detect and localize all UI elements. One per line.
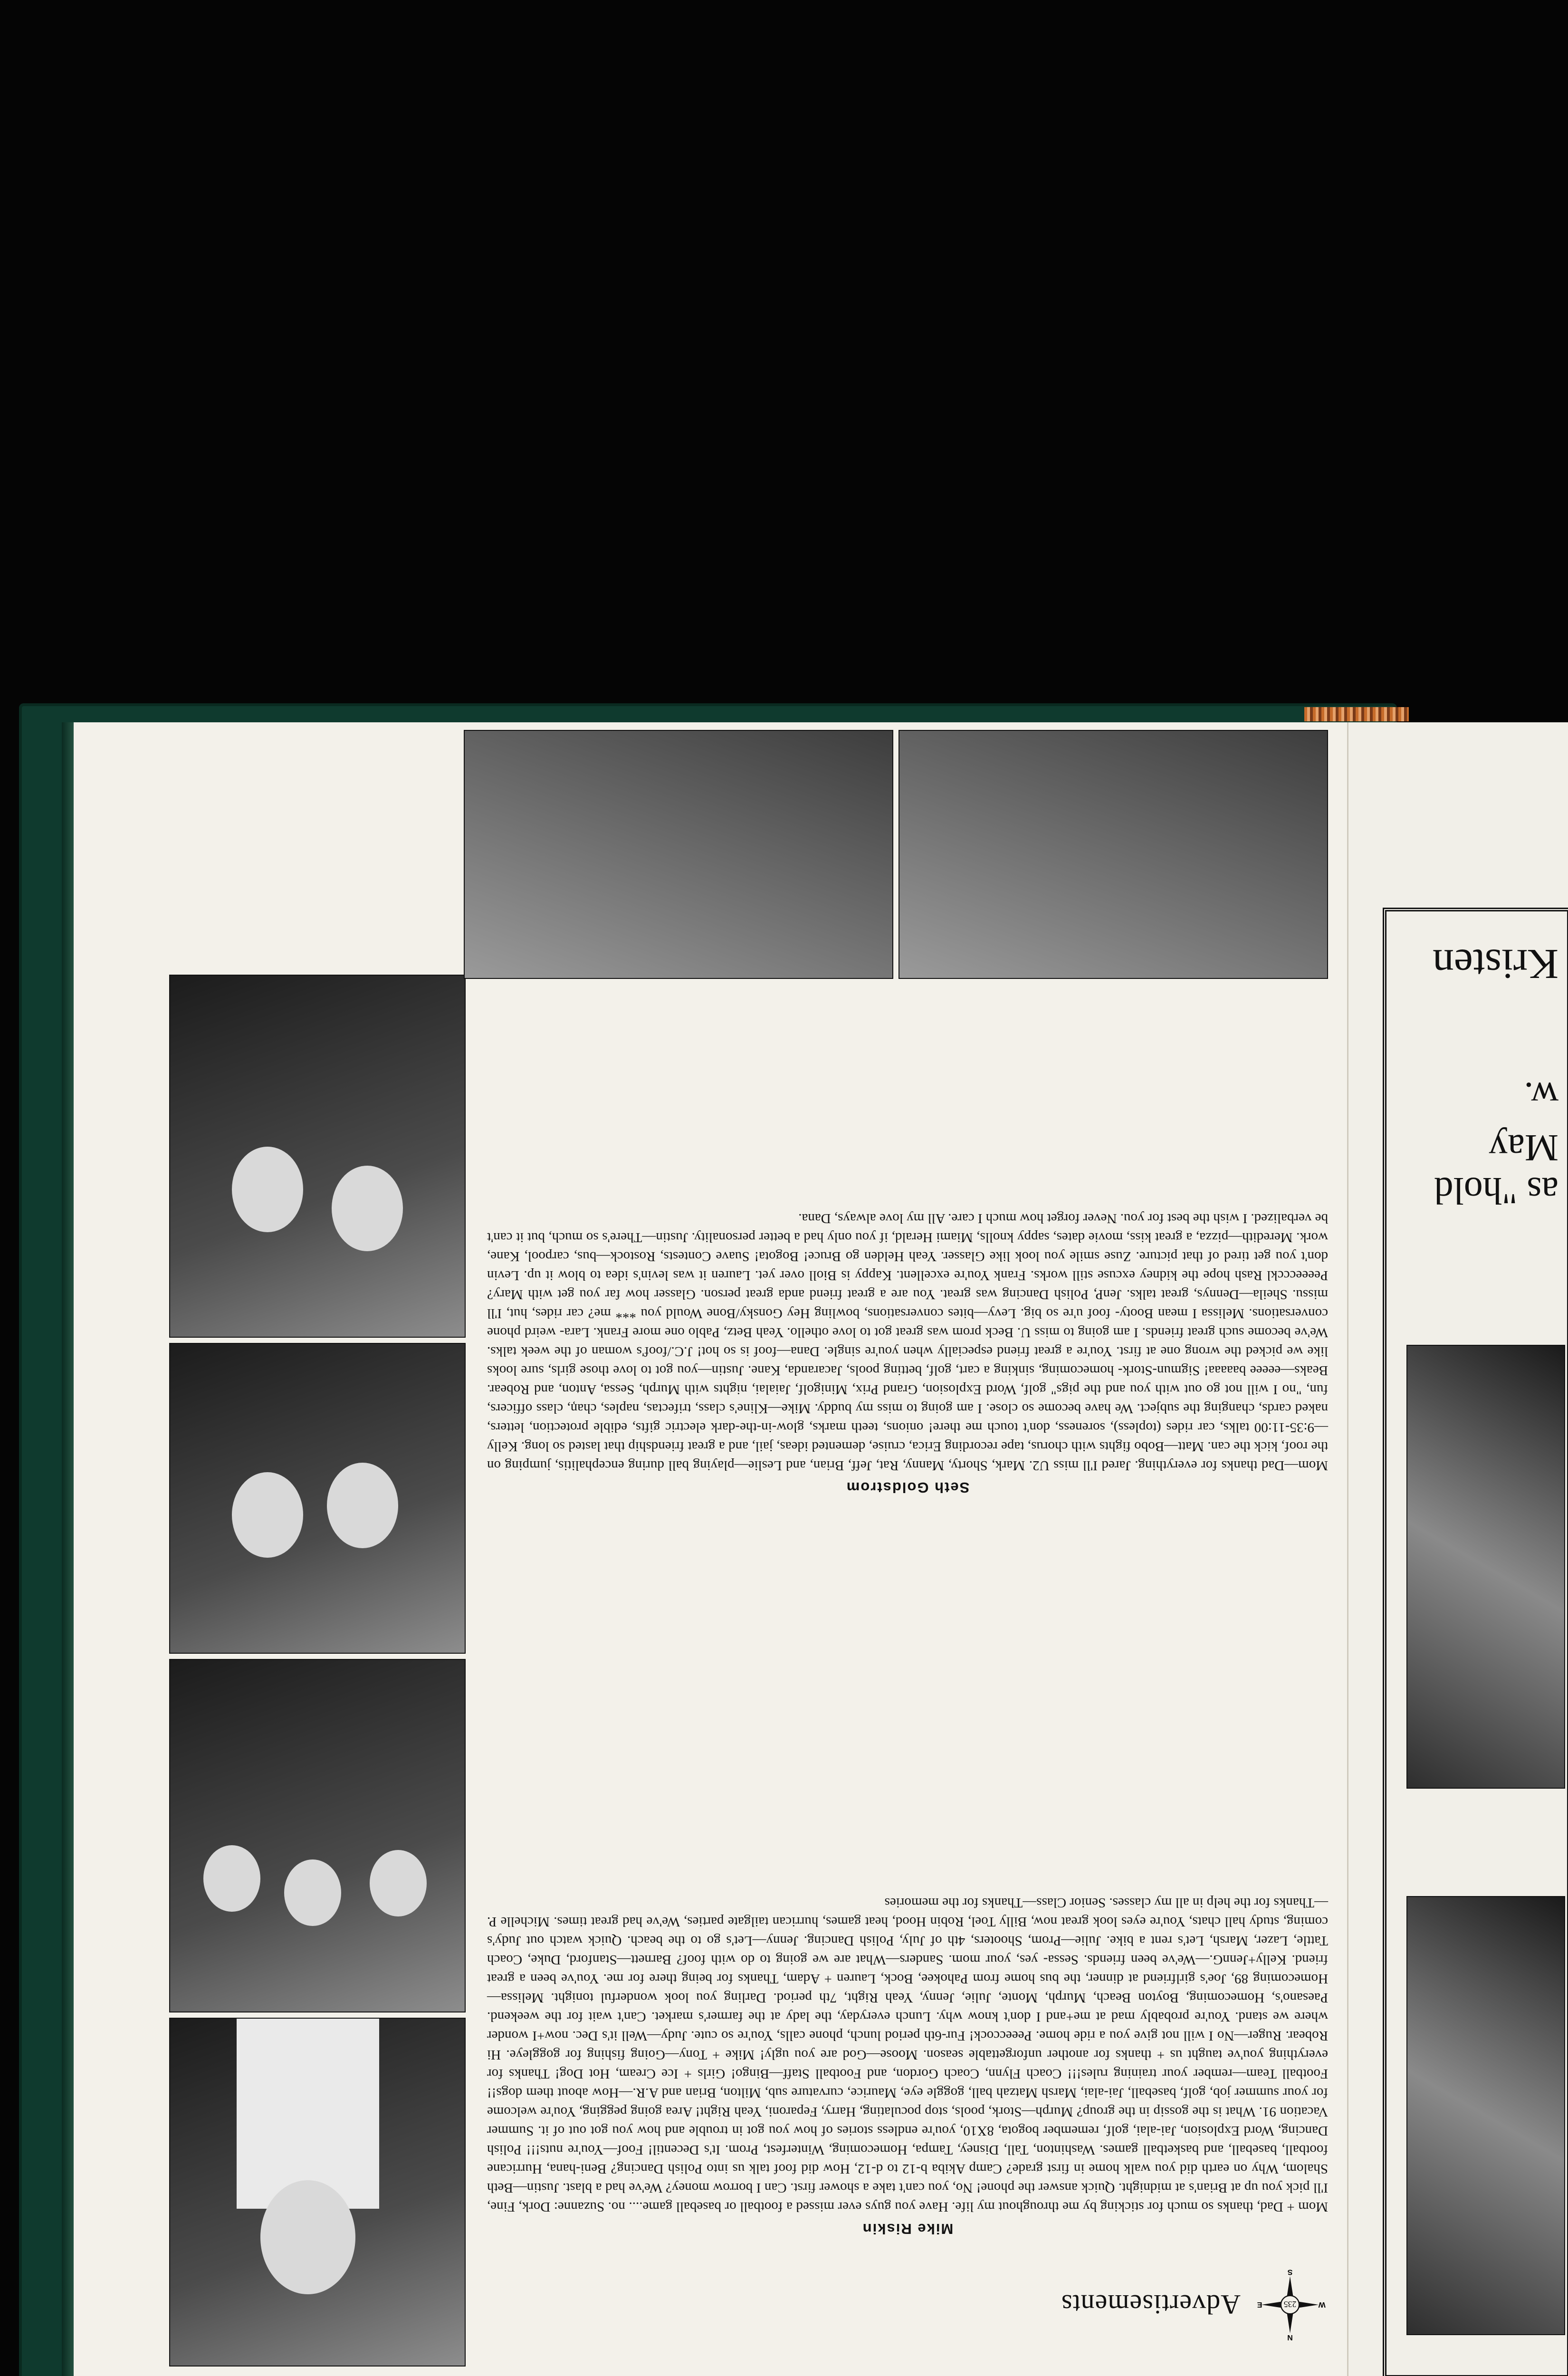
yearbook-page bbox=[74, 722, 1348, 2376]
senior-portrait-photo bbox=[169, 2018, 466, 2366]
entry-name: Mike Riskin bbox=[861, 2221, 954, 2237]
entry-mike-riskin bbox=[487, 1893, 1328, 2238]
couple-photo-2 bbox=[169, 975, 466, 1338]
compass-letter-w: W bbox=[1318, 2300, 1326, 2309]
facing-page-photo-2 bbox=[1406, 1896, 1565, 2335]
facing-page-text-2: May bbox=[1489, 1127, 1558, 1169]
compass-letter-n: N bbox=[1287, 2333, 1293, 2341]
compass-letter-s: S bbox=[1287, 2268, 1293, 2276]
couple-photo-1 bbox=[169, 1343, 466, 1654]
facing-page-photo-1 bbox=[1406, 1345, 1565, 1789]
car-photo bbox=[464, 730, 893, 979]
page-number: 235 bbox=[1283, 2299, 1297, 2309]
facing-page-text-3: as "hold bbox=[1434, 1169, 1558, 1211]
compass-rose-icon bbox=[1252, 2267, 1328, 2343]
facing-page-text-1: w. bbox=[1524, 1074, 1558, 1116]
entry-text: Mom + Dad, thanks so much for sticking by me throughout my life. Have you guys ever missed a football or baseball game.... no. Suzanne: Dork, Fine, I'll pick you up at Brian's at midnight. Quick answer the phone! No, you can't take a shower first. Can I borrow money? We've had a blast. Justin—Beth Shalom, Why on earth did you walk home in first grade? Camp Akiba b-12 to d-12, How did foof talk us into Polish Dancing? Beni-hana, Hurricane football, baseball, and basketball games. Washinton, Tall, Disney, Tampa, Homecoming, Winterfest, Prom. It's Decentil! Foof—You're nuts!!! Polish Dancing, Word Explosion, Jai-alai, golf, remember bogota, 8X10, you're endless stories of how you got in trouble and how you got out of it. Summer Vacation 91. What is the gossip in the group? Murph—Stork, pools, stop poculating, Harry, Feparoni, Yeah Right! Area going pegging, You're welcome for your summer job, golf, baseball, Jai-alai, Marsh Matzah ball, goggle eye, Maurice, curvature sub, Milton, Brian and A.R.—How about them dogs!! Football Team—rember your training rules!!! Coach Flynn, Coach Gordon, and Football Staff—Bingo! Girls + Ice Cream, Hot Dog! Thanks for everything you've taught us + thanks for another unforgettable season. Moose—God are you ugly! Mike + Tony—Going fishing for goggleye. Hi Robear. Ruger—No I will not give you a ride home. Peeeccock! Fur-6th period lunch, phone calls, You're so cute. Judy—Well it's Dec. now+I wonder where we stand. You're probably mad at me+and I don't know why. Lunch everyday, the lady at the farmer's market. Can't wait for the weekend. Paesano's, Homecoming, Boyton Beach, Murph, Monte, Julie, Jenny, Yeah Right, 7th period. Darling you look wonderful tonight. Melissa—Homecoming 89, Joe's girlfriend at dinner, the bus home from Pahokee, Bock, Lauren + Adam, Thanks for being there for me. You've been a great friend. Kelly+JennG.—We've been friends. Sessa- yes, your mom. Sanders—What are we going to do with foof? Barnett—Stanford, Duke, Coach Tattle, Lazer, Marsh, Let's rent a bike. Julie—Prom, Shooters, 4th of July, Polish Dancing. Jenny—Let's go to the beach. Quick watch out Judy's coming, study hall chats, You're eyes look great now, Billy Toel, Robin Hood, heat games, hurrican tailgate parties, We've had great times. Michelle P.—Thanks for the help in all my classes. Senior Class—Thanks for the memories bbox=[487, 1895, 1328, 2214]
entry-name: Seth Goldstrom bbox=[845, 1479, 970, 1496]
section-title: Advertisements bbox=[1061, 2289, 1241, 2320]
entry-seth-goldstrom bbox=[487, 1209, 1328, 1497]
cover-edge-decoration bbox=[1304, 707, 1409, 721]
page-content-rotated bbox=[74, 722, 1347, 2376]
group-photo-outdoor bbox=[899, 730, 1328, 979]
compass-letter-e: E bbox=[1257, 2300, 1262, 2309]
entry-text: Mom—Dad thanks for everything. Jared I'll miss U2. Mark, Shorty, Manny, Rat, Jeff, Brian, and Leslie—playing ball during encephalitis, jumping on the roof, kick the can. Matt—Bobo fights with chorus, tape recording Erica, cruise, demented ideas, jail, and a great friendship that lasted so long. Kelly—9:35-11:00 talks, car rides (topless), soreness, don't touch me there! onions, teeth marks, glow-in-the-dark electric gifts, edible protection, letters, naked cards, changing the subject. We have become so close. I am going to miss my buddy. Mike—Kline's class, trifectas, naples, chaņ, class officers, fun, "no I will not go out with you and the pigs" golf, Word Explosion, Grand Prix, Minigolf, Jaialai, nights with Murph, Sessa, Anton, and Robear. Beaks—eeeee baaaaa! Sigmun-Stork- homecoming, sinking a cart, golf, betting pools, Jacaranda, Kane. Justin—you got to love those girls, sure looks like we picked the wrong one at first. You're a great friend especially when you're single. Dana—foof is so hot! J.C./foof's woman of the week talks. We've become such great friends. I am going to miss U. Beck prom was great got to love othello. Yeah Betz, Pablo one more Frank. Lara- weird phone conversations. Melissa I mean Booty- foof u're so big. Levy—bites conversations, bowling Hey Gonsky/Bone Would you *** me? car rides, hut, I'll missu. Sheila—Dennys, great talks. JenP, Polish Dancing was great. You are a great friend anda great person. Glasser how far you get with Mary? Peeeeccckl Rash hope the kidney excuse still works. Frank You're excellent. Kappy is Bioll over yet. Lauren it was levin's idea to blow it up. Levin don't you get tired of that picture. Zuse smile you look like Glasser. Yeah Helden go Bruce! Bogota! Suave Contests, Rostock—bus, carpool, Kane, work. Meredith—pizza, a great kiss, movie dates, sappy knolls, Miami Herald, if you only had a better personality. Justin—There's so much, but it can't be verbalized. I wish the best for you. Never forget how much I care. All my love always, Dana. bbox=[487, 1211, 1328, 1473]
section-header bbox=[1061, 2257, 1328, 2352]
facing-page-name: Kristen bbox=[1433, 940, 1558, 987]
group-photo bbox=[169, 1659, 466, 2012]
